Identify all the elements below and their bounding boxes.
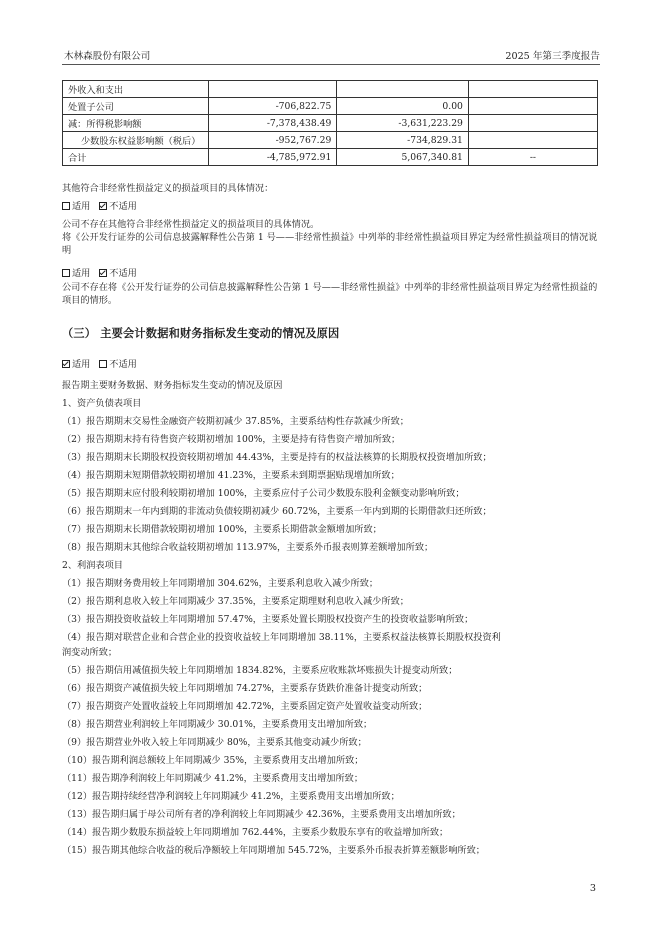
- list-item: （12）报告期持续经营净利润较上年同期减少 41.2%，主要系费用支出增加所致；: [62, 791, 400, 802]
- list-item: （14）报告期少数股东损益较上年同期增加 762.44%，主要系少数股东享有的收益增加所致；: [62, 827, 449, 838]
- list-item: （7）报告期资产处置收益较上年同期增加 42.72%，主要系固定资产处置收益变动所致；: [62, 701, 428, 712]
- checkbox-row-3: [62, 356, 143, 370]
- checkbox-checked-icon: [99, 269, 107, 277]
- row-label: 合计: [63, 149, 209, 166]
- table-row: 少数股东权益影响额（税后） -952,767.29 -734,829.31: [63, 132, 598, 149]
- list-item: （8）报告期期末其他综合收益较期初增加 113.97%，主要系外币报表则算差额增加所致；: [62, 542, 434, 553]
- row-label: 外收入和支出: [63, 81, 209, 98]
- row-label: 减：所得税影响额: [63, 115, 209, 132]
- list-item: （3）报告期期末长期股权投资较期初增加 44.43%，主要是持有的权益法核算的长期股权投资增加所致；: [62, 452, 492, 463]
- list-item: （10）报告期利润总额较上年同期减少 35%，主要系费用支出增加所致；: [62, 755, 364, 766]
- balance-sheet-title: 1、资产负债表项目: [62, 398, 142, 409]
- not-applicable-checkbox[interactable]: 不适用: [99, 356, 137, 370]
- list-item: （4）报告期期末短期借款较期初增加 41.23%，主要系未到期票据贴现增加所致；: [62, 470, 400, 481]
- checkbox-row-2: [62, 265, 143, 279]
- checkbox-checked-icon: [62, 360, 70, 368]
- list-item: （6）报告期期末一年内到期的非流动负债较期初减少 60.72%，主要系一年内到期的长期借款归还所致；: [62, 506, 492, 517]
- checkbox-empty-icon: [99, 360, 107, 368]
- other-items-title: 其他符合非经常性损益定义的损益项目的具体情况：: [62, 183, 274, 194]
- row-label: 处置子公司: [63, 98, 209, 115]
- list-item: （6）报告期资产减值损失较上年同期增加 74.27%，主要系存货跌价准备计提变动所致；: [62, 683, 428, 694]
- income-statement-title: 2、利润表项目: [62, 560, 123, 571]
- checkbox-checked-icon: [99, 202, 107, 210]
- explanation-title: 将《公开发行证券的公司信息披露解释性公告第 1 号——非经常性损益》中列举的非经常性损益项目界定为经常性损益项目的情况说明: [62, 232, 598, 256]
- section-3-title: （三） 主要会计数据和财务指标发生变动的情况及原因: [62, 326, 340, 340]
- checkbox-empty-icon: [62, 202, 70, 210]
- company-name: 木林森股份有限公司: [64, 51, 151, 62]
- list-item-continued: 润变动所致；: [62, 647, 118, 658]
- applicable-checkbox[interactable]: 适用: [62, 198, 90, 212]
- applicable-checkbox[interactable]: 适用: [62, 265, 90, 279]
- list-item: （2）报告期利息收入较上年同期减少 37.35%，主要系定期理财利息收入减少所致；: [62, 596, 409, 607]
- list-item: （11）报告期净利润较上年同期减少 41.2%，主要系费用支出增加所致；: [62, 773, 364, 784]
- list-item: （7）报告期期末长期借款较期初增加 100%，主要系长期借款金额增加所致；: [62, 524, 382, 535]
- explanation-text: 公司不存在将《公开发行证券的公司信息披露解释性公告第 1 号——非经常性损益》中列举的非经常性损益项目界定为经常性损益的项目的情形。: [62, 282, 598, 306]
- list-item: （3）报告期投资收益较上年同期增加 57.47%，主要系处置长期股权投资产生的投资收益影响所致；: [62, 614, 474, 625]
- checkbox-empty-icon: [62, 269, 70, 277]
- report-title: 2025 年第三季度报告: [505, 51, 600, 62]
- checkbox-row-1: [62, 198, 143, 212]
- list-item: （5）报告期信用减值损失较上年同期增加 1834.82%，主要系应收账款坏账损失计提变动所致；: [62, 665, 458, 676]
- table-row: [63, 81, 598, 98]
- not-applicable-checkbox[interactable]: 不适用: [99, 198, 137, 212]
- list-item: （13）报告期归属于母公司所有者的净利润较上年同期减少 42.36%，主要系费用支出增加所致；: [62, 809, 461, 820]
- list-item: （2）报告期期末持有待售资产较期初增加 100%，主要是持有待售资产增加所致；: [62, 434, 401, 445]
- not-applicable-checkbox[interactable]: 不适用: [99, 265, 137, 279]
- table-row: 减：所得税影响额 -7,378,438.49 -3,631,223.29: [63, 115, 598, 132]
- list-item: （1）报告期财务费用较上年同期增加 304.62%，主要系利息收入减少所致；: [62, 578, 379, 589]
- list-item: （4）报告期对联营企业和合营企业的投资收益较上年同期增加 38.11%，主要系权益法核算长期股权投资利: [62, 632, 501, 643]
- list-item: （15）报告期其他综合收益的税后净额较上年同期增加 545.72%，主要系外币报表折算差额影响所致；: [62, 845, 485, 856]
- header-divider: [62, 64, 600, 65]
- table-row: 处置子公司 -706,822.75 0.00: [63, 98, 598, 115]
- applicable-checkbox[interactable]: 适用: [62, 356, 90, 370]
- nonrecurring-table: [62, 80, 598, 166]
- list-item: （9）报告期营业外收入较上年同期减少 80%，主要系其他变动减少所致；: [62, 737, 367, 748]
- list-item: （8）报告期营业利润较上年同期减少 30.01%，主要系费用支出增加所致；: [62, 719, 373, 730]
- table-row-total: 合计 -4,785,972.91 5,067,340.81 --: [63, 149, 598, 166]
- page-number: 3: [589, 883, 596, 894]
- list-item: （1）报告期期末交易性金融资产较期初减少 37.85%，主要系结构性存款减少所致；: [62, 416, 409, 427]
- list-item: （5）报告期期末应付股利较期初增加 100%，主要系应付子公司少数股东股利金额变动影响所致；: [62, 488, 465, 499]
- other-items-text: 公司不存在其他符合非经常性损益定义的损益项目的具体情况。: [62, 219, 320, 230]
- intro-text: 报告期主要财务数据、财务指标发生变动的情况及原因: [62, 380, 283, 391]
- row-label: 少数股东权益影响额（税后）: [63, 132, 209, 149]
